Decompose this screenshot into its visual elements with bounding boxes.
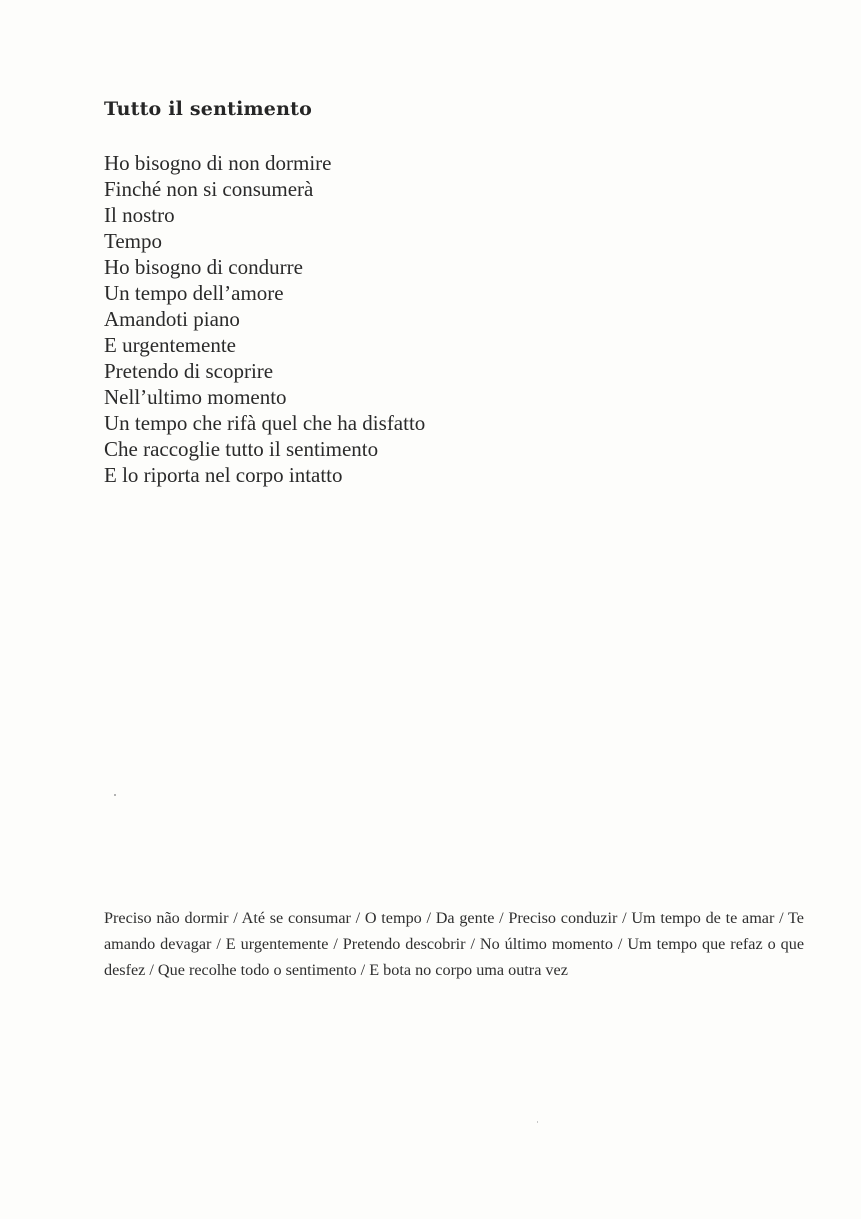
poem-line: E lo riporta nel corpo intatto bbox=[104, 463, 343, 487]
poem-stanza bbox=[104, 150, 425, 488]
poem-line: Amandoti piano bbox=[104, 307, 240, 331]
poem-line: Nell’ultimo momento bbox=[104, 385, 287, 409]
poem-line: Pretendo di scoprire bbox=[104, 359, 274, 383]
poem-line: Ho bisogno di condurre bbox=[104, 255, 303, 279]
poem-line: Un tempo dell’amore bbox=[104, 281, 284, 305]
translation-paragraph: Preciso não dormir / Até se consumar / O tempo / Da gente / Preciso conduzir / Um tempo de te amar / Te amando devagar / E urgentemente / Pretendo descobrir / No último momento / Um tempo que refaz o que desfez / Que recolhe todo o sentimento / E bota no corpo uma outra vez bbox=[104, 909, 804, 979]
poem-line: Tempo bbox=[104, 229, 163, 253]
poem-line: Un tempo che rifà quel che ha disfatto bbox=[104, 411, 426, 435]
poem-title: Tutto il sentimento bbox=[104, 98, 312, 120]
poem-line: Ho bisogno di non dormire bbox=[104, 151, 332, 175]
poem-line: Finché non si consumerà bbox=[104, 177, 314, 201]
poem-line: E urgentemente bbox=[104, 333, 236, 357]
paper-speck bbox=[537, 1121, 538, 1123]
poem-line: Che raccoglie tutto il sentimento bbox=[104, 437, 379, 461]
poem-line: Il nostro bbox=[104, 203, 175, 227]
paper-speck bbox=[114, 794, 116, 796]
